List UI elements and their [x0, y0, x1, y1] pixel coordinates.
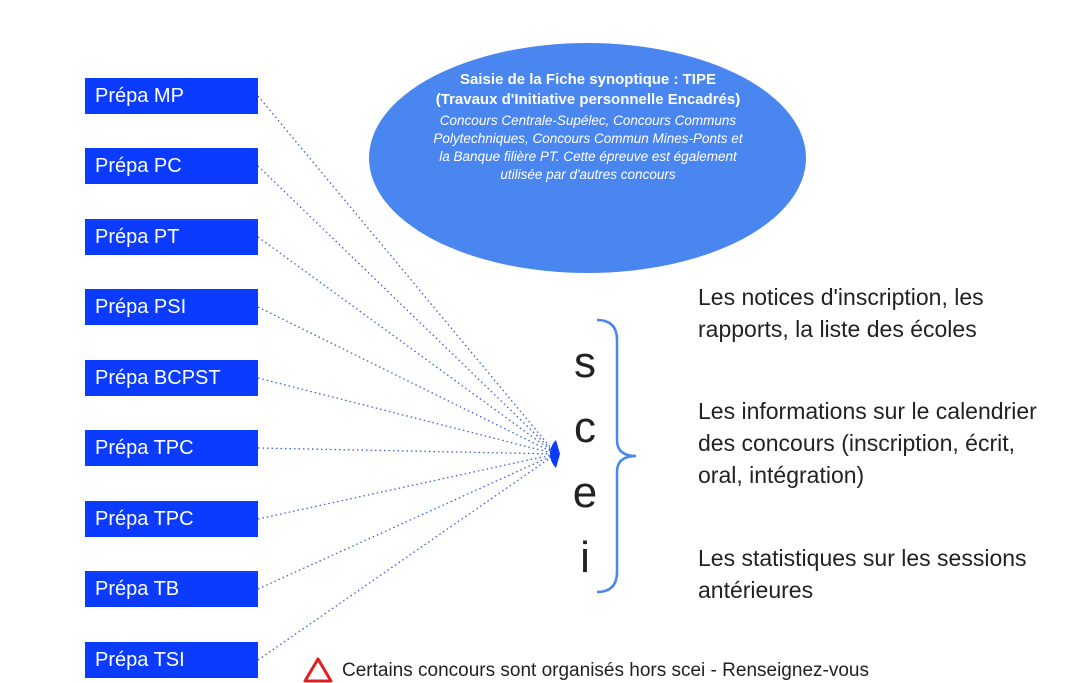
warning-icon	[303, 657, 333, 683]
tipe-title: Saisie de la Fiche synoptique : TIPE (Travaux d'Initiative personnelle Encadrés)	[435, 71, 741, 108]
connector-line-7	[258, 454, 556, 589]
prepa-box-tb: Prépa TB	[85, 571, 258, 607]
connector-line-3	[258, 307, 556, 454]
footer-note: Certains concours sont organisés hors scei - Renseignez-vous	[342, 660, 869, 681]
hub-node	[550, 440, 560, 468]
scei-letter-s: s	[574, 338, 596, 387]
prepa-box-pc: Prépa PC	[85, 148, 258, 184]
prepa-box-bcpst: Prépa BCPST	[85, 360, 258, 396]
connector-line-2	[258, 237, 556, 454]
prepa-box-tpc: Prépa TPC	[85, 430, 258, 466]
scei-letter-i: i	[580, 533, 590, 582]
prepa-box-psi: Prépa PSI	[85, 289, 258, 325]
connector-line-8	[258, 454, 556, 660]
prepa-box-mp: Prépa MP	[85, 78, 258, 114]
prepa-box-tsi: Prépa TSI	[85, 642, 258, 678]
info-notices: Les notices d'inscription, les rapports, la liste des écoles	[698, 284, 984, 342]
prepa-box-tpc-2: Prépa TPC	[85, 501, 258, 537]
info-calendrier: Les informations sur le calendrier des concours (inscription, écrit, oral, intégration)	[698, 398, 1037, 488]
prepa-box-pt: Prépa PT	[85, 219, 258, 255]
tipe-subtitle: Concours Centrale-Supélec, Concours Communs Polytechniques, Concours Commun Mines-Ponts et la Banque filière PT. Cette épreuve est également utilisée par d'autres concours	[433, 113, 743, 182]
info-statistiques: Les statistiques sur les sessions antérieures	[698, 545, 1027, 603]
scei-letter-e: e	[572, 468, 598, 517]
tipe-ellipse-text	[430, 70, 746, 184]
connector-line-4	[258, 378, 556, 454]
connector-line-6	[258, 454, 556, 519]
connector-line-5	[258, 448, 556, 454]
scei-letter-c: c	[574, 403, 596, 452]
